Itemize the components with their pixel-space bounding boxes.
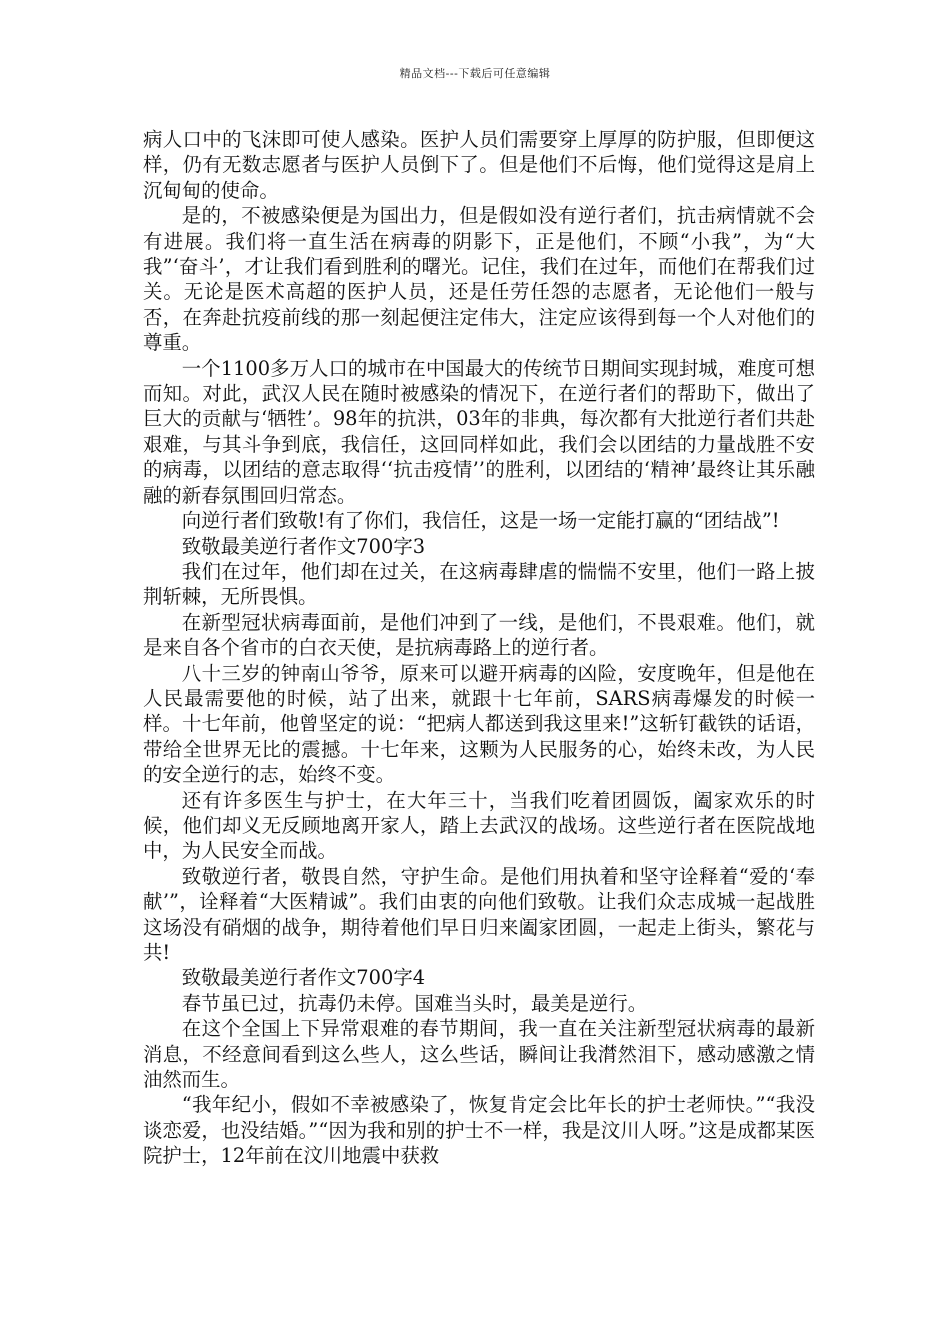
paragraph: 一个1100多万人口的城市在中国最大的传统节日期间实现封城，难度可想而知。对此，武汉人民在随时被感染的情况下，在逆行者们的帮助下，做出了巨大的贡献与‘牺牲’。98年的抗洪，03年的非典，每次都有大批逆行者们共赴艰难，与其斗争到底，我信任，这回同样如此，我们会以团结的力量战胜不安的病毒，以团结的意志取得‘‘抗击疫情’’的胜利，以团结的‘精神’最终让其乐融融的新春氛围回归常态。 — [143, 356, 815, 507]
section-heading: 致敬最美逆行者作文700字4 — [181, 966, 426, 990]
article-body — [143, 127, 815, 1169]
paragraph: 致敬逆行者，敬畏自然，守护生命。是他们用执着和坚守诠释着“爱的‘奉献’”，诠释着“大医精诚”。我们由衷的向他们致敬。让我们众志成城一起战胜这场没有硝烟的战争，期待着他们早日归来阖家团圆，一起走上街头，繁花与共! — [143, 864, 815, 964]
paragraph: 病人口中的飞沫即可使人感染。医护人员们需要穿上厚厚的防护服，但即便这样，仍有无数志愿者与医护人员倒下了。但是他们不后悔，他们觉得这是肩上沉甸甸的使命。 — [143, 128, 815, 202]
paragraph: 在这个全国上下异常艰难的春节期间，我一直在关注新型冠状病毒的最新消息，不经意间看到这么些人，这么些话，瞬间让我潸然泪下，感动感激之情油然而生。 — [143, 1017, 815, 1092]
section-heading: 致敬最美逆行者作文700字3 — [181, 534, 426, 558]
paragraph: 春节虽已过，抗毒仍未停。国难当头时，最美是逆行。 — [181, 991, 648, 1015]
paragraph: 在新型冠状病毒面前，是他们冲到了一线，是他们，不畏艰难。他们，就是来自各个省市的白衣天使，是抗病毒路上的逆行者。 — [143, 610, 815, 660]
paragraph: 是的，不被感染便是为国出力，但是假如没有逆行者们，抗击病情就不会有进展。我们将一直生活在病毒的阴影下，正是他们，不顾“小我”，为“大我”‘奋斗’，才让我们看到胜利的曙光。记住，我们在过年，而他们在帮我们过关。无论是医术高超的医护人员，还是任劳任怨的志愿者，无论他们一般与否，在奔赴抗疫前线的那一刻起便注定伟大，注定应该得到每一个人对他们的尊重。 — [143, 204, 815, 355]
paragraph: 还有许多医生与护士，在大年三十，当我们吃着团圆饭，阖家欢乐的时候，他们却义无反顾地离开家人，踏上去武汉的战场。这些逆行者在医院战地中，为人民安全而战。 — [143, 788, 815, 863]
paragraph: 向逆行者们致敬!有了你们，我信任，这是一场一定能打赢的“团结战”! — [181, 509, 780, 533]
paragraph: “我年纪小，假如不幸被感染了，恢复肯定会比年长的护士老师快。”“我没谈恋爱，也没结婚。”“因为我和别的护士不一样，我是汶川人呀。”这是成都某医院护士，12年前在汶川地震中获救 — [143, 1093, 815, 1168]
paragraph: 八十三岁的钟南山爷爷，原来可以避开病毒的凶险，安度晚年，但是他在人民最需要他的时候，站了出来，就跟十七年前，SARS病毒爆发的时候一样。十七年前，他曾坚定的说：“把病人都送到我这里来!”这斩钉截铁的话语，带给全世界无比的震撼。十七年来，这颗为人民服务的心，始终未改，为人民的安全逆行的志，始终不变。 — [143, 661, 815, 787]
page-header: 精品文档---下载后可任意编辑 — [399, 67, 551, 80]
paragraph: 我们在过年，他们却在过关，在这病毒肆虐的惴惴不安里，他们一路上披荆斩棘，无所畏惧。 — [143, 559, 815, 609]
